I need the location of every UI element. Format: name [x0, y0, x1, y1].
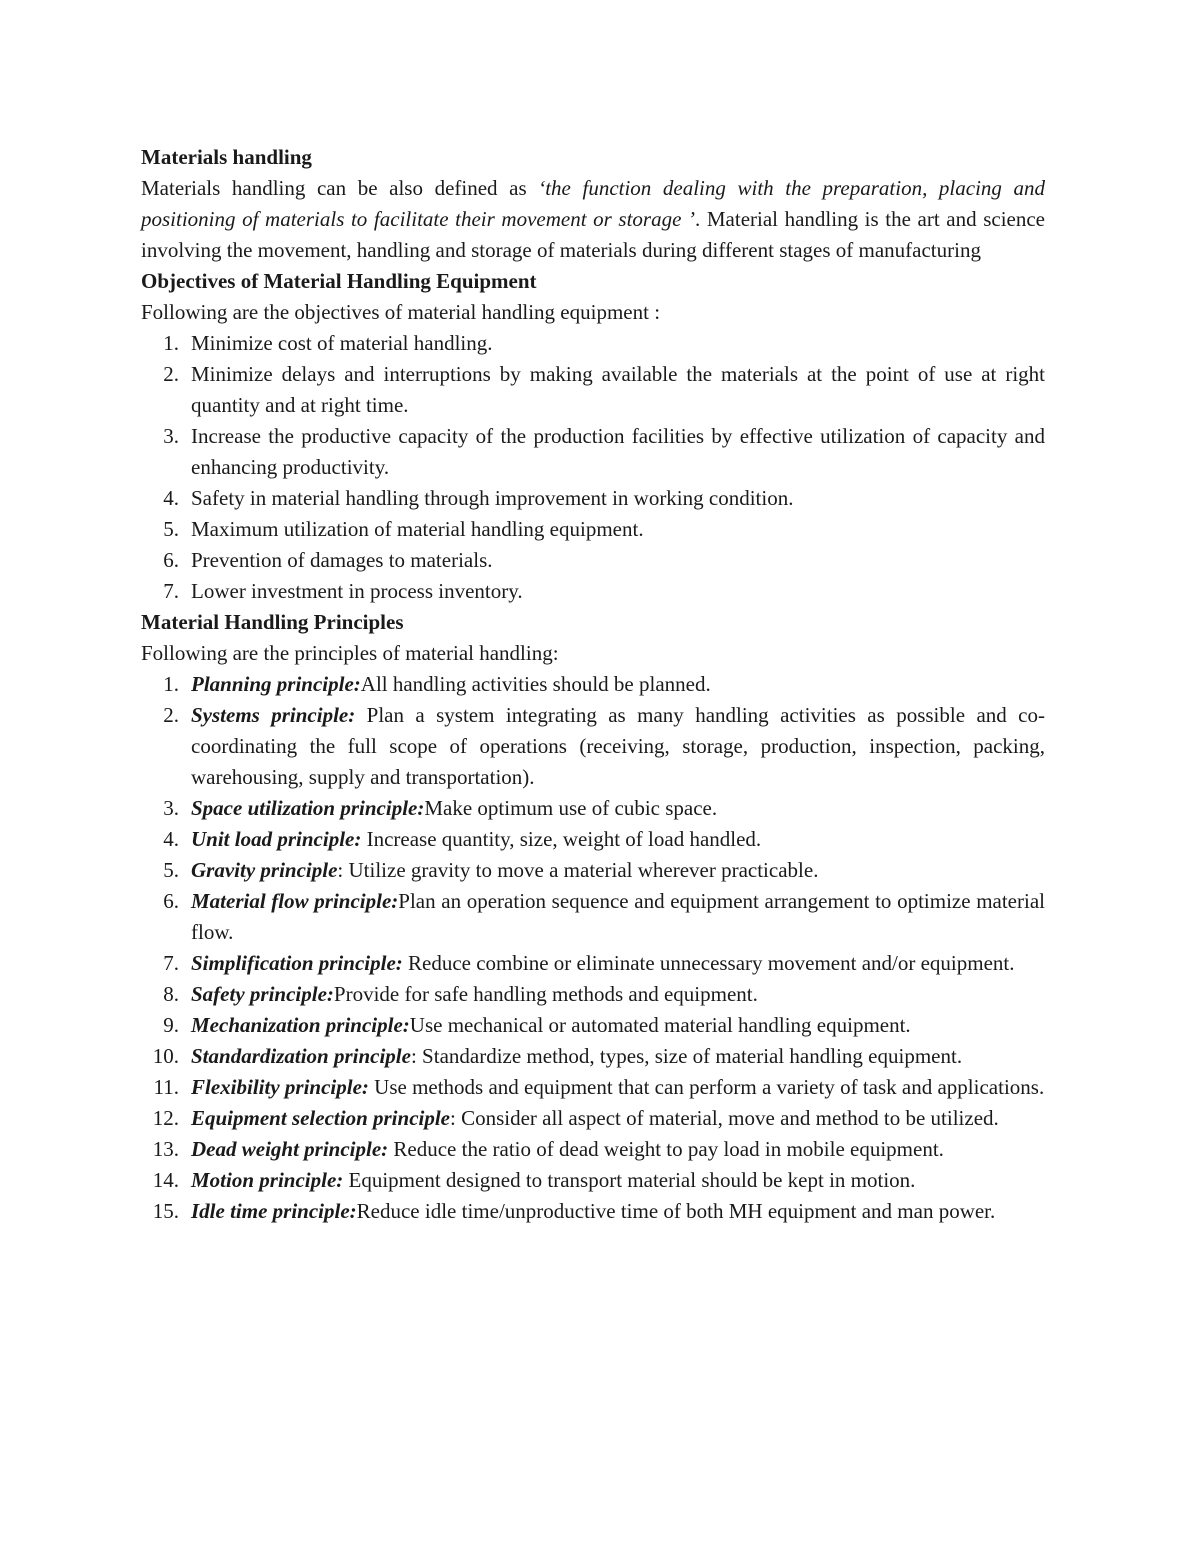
- principle-item: [141, 948, 1045, 979]
- principle-item: [141, 700, 1045, 793]
- objective-text: Minimize cost of material handling.: [191, 331, 493, 355]
- objective-item: [141, 576, 1045, 607]
- principle-term: Unit load principle:: [191, 827, 362, 851]
- objective-text: Safety in material handling through improvement in working condition.: [191, 486, 794, 510]
- list-number: 5.: [163, 517, 179, 541]
- principle-item: [141, 855, 1045, 886]
- principle-item: [141, 1072, 1045, 1103]
- list-number: 11.: [153, 1075, 179, 1099]
- list-number: 6.: [163, 548, 179, 572]
- list-number: 13.: [152, 1137, 179, 1161]
- objective-text: Lower investment in process inventory.: [191, 579, 523, 603]
- principles-intro: Following are the principles of material handling:: [141, 641, 559, 665]
- document-page: [141, 142, 1045, 1227]
- principle-item: [141, 669, 1045, 700]
- list-number: 1.: [163, 672, 179, 696]
- objective-item: [141, 514, 1045, 545]
- list-number: 5.: [163, 858, 179, 882]
- principle-item: [141, 979, 1045, 1010]
- principle-text: Provide for safe handling methods and equipment.: [333, 982, 758, 1006]
- list-number: 9.: [163, 1013, 179, 1037]
- principle-term: Standardization principle: [191, 1044, 411, 1068]
- list-number: 14.: [152, 1168, 179, 1192]
- principle-term: Safety principle:: [191, 982, 334, 1006]
- list-number: 4.: [163, 827, 179, 851]
- objectives-list: [141, 328, 1045, 607]
- principle-text: Reduce the ratio of dead weight to pay load in mobile equipment.: [388, 1137, 944, 1161]
- list-number: 12.: [152, 1106, 179, 1130]
- principle-term: Mechanization principle:: [191, 1013, 410, 1037]
- principle-text: Plan an operation sequence and equipment arrangement to optimize material flow.: [191, 889, 1045, 944]
- principle-text: : Standardize method, types, size of material handling equipment.: [410, 1044, 963, 1068]
- principle-item: [141, 793, 1045, 824]
- principle-term: Systems principle:: [191, 703, 356, 727]
- definition-text-end: . Material handling is the art and science involving the movement, handling and storage of materials during different stages of manufacturing: [141, 207, 1045, 262]
- principle-text: : Consider all aspect of material, move and method to be utilized.: [450, 1106, 999, 1130]
- principle-item: [141, 1103, 1045, 1134]
- list-number: 4.: [163, 486, 179, 510]
- principle-term: Space utilization principle:: [191, 796, 425, 820]
- section-heading-materials-handling: Materials handling: [141, 145, 312, 169]
- list-number: 2.: [163, 703, 179, 727]
- principle-item: [141, 1010, 1045, 1041]
- principle-item: [141, 1165, 1045, 1196]
- objective-text: Maximum utilization of material handling equipment.: [191, 517, 644, 541]
- principle-item: [141, 1196, 1045, 1227]
- principle-text: Plan a system integrating as many handling activities as possible and co-coordinating the full scope of operations (receiving, storage, production, inspection, packing, warehousing, supply and transportation).: [191, 703, 1045, 789]
- principle-term: Flexibility principle:: [191, 1075, 369, 1099]
- principle-term: Gravity principle: [191, 858, 338, 882]
- principle-item: [141, 1041, 1045, 1072]
- principle-text: Use mechanical or automated material handling equipment.: [409, 1013, 911, 1037]
- list-number: 10.: [152, 1044, 179, 1068]
- principles-list: [141, 669, 1045, 1227]
- principle-item: [141, 1134, 1045, 1165]
- principle-term: Planning principle:: [191, 672, 361, 696]
- list-number: 3.: [163, 796, 179, 820]
- principle-item: [141, 824, 1045, 855]
- list-number: 6.: [163, 889, 179, 913]
- objective-item: [141, 359, 1045, 421]
- list-number: 2.: [163, 362, 179, 386]
- definition-text-start: Materials handling can be also defined as: [141, 176, 539, 200]
- section-heading-principles: Material Handling Principles: [141, 610, 404, 634]
- principle-term: Simplification principle:: [191, 951, 403, 975]
- principle-term: Dead weight principle:: [191, 1137, 389, 1161]
- list-number: 7.: [163, 951, 179, 975]
- definition-paragraph: [141, 173, 1045, 266]
- objective-text: Increase the productive capacity of the production facilities by effective utilization of capacity and enhancing productivity.: [191, 424, 1045, 479]
- principle-text: Reduce idle time/unproductive time of both MH equipment and man power.: [356, 1199, 996, 1223]
- objective-text: Minimize delays and interruptions by making available the materials at the point of use at right quantity and at right time.: [191, 362, 1045, 417]
- principle-text: Reduce combine or eliminate unnecessary movement and/or equipment.: [402, 951, 1015, 975]
- list-number: 1.: [163, 331, 179, 355]
- list-number: 15.: [152, 1199, 179, 1223]
- list-number: 7.: [163, 579, 179, 603]
- principle-text: Make optimum use of cubic space.: [424, 796, 718, 820]
- section-heading-objectives: Objectives of Material Handling Equipment: [141, 269, 537, 293]
- principle-text: Increase quantity, size, weight of load handled.: [361, 827, 762, 851]
- objective-text: Prevention of damages to materials.: [191, 548, 493, 572]
- objective-item: [141, 483, 1045, 514]
- list-number: 3.: [163, 424, 179, 448]
- principle-text: Equipment designed to transport material should be kept in motion.: [343, 1168, 916, 1192]
- principle-term: Idle time principle:: [191, 1199, 357, 1223]
- objective-item: [141, 328, 1045, 359]
- principle-term: Equipment selection principle: [191, 1106, 451, 1130]
- objective-item: [141, 545, 1045, 576]
- principle-text: Use methods and equipment that can perform a variety of task and applications.: [368, 1075, 1045, 1099]
- principle-text: All handling activities should be planned.: [360, 672, 711, 696]
- objectives-intro: Following are the objectives of material handling equipment :: [141, 300, 661, 324]
- objective-item: [141, 421, 1045, 483]
- principle-item: [141, 886, 1045, 948]
- principle-term: Material flow principle:: [191, 889, 399, 913]
- principle-text: : Utilize gravity to move a material wherever practicable.: [337, 858, 819, 882]
- list-number: 8.: [163, 982, 179, 1006]
- definition-quote: ‘the function dealing with the preparation, placing and positioning of materials to facilitate their movement or storage ’: [141, 176, 1046, 231]
- principle-term: Motion principle:: [191, 1168, 344, 1192]
